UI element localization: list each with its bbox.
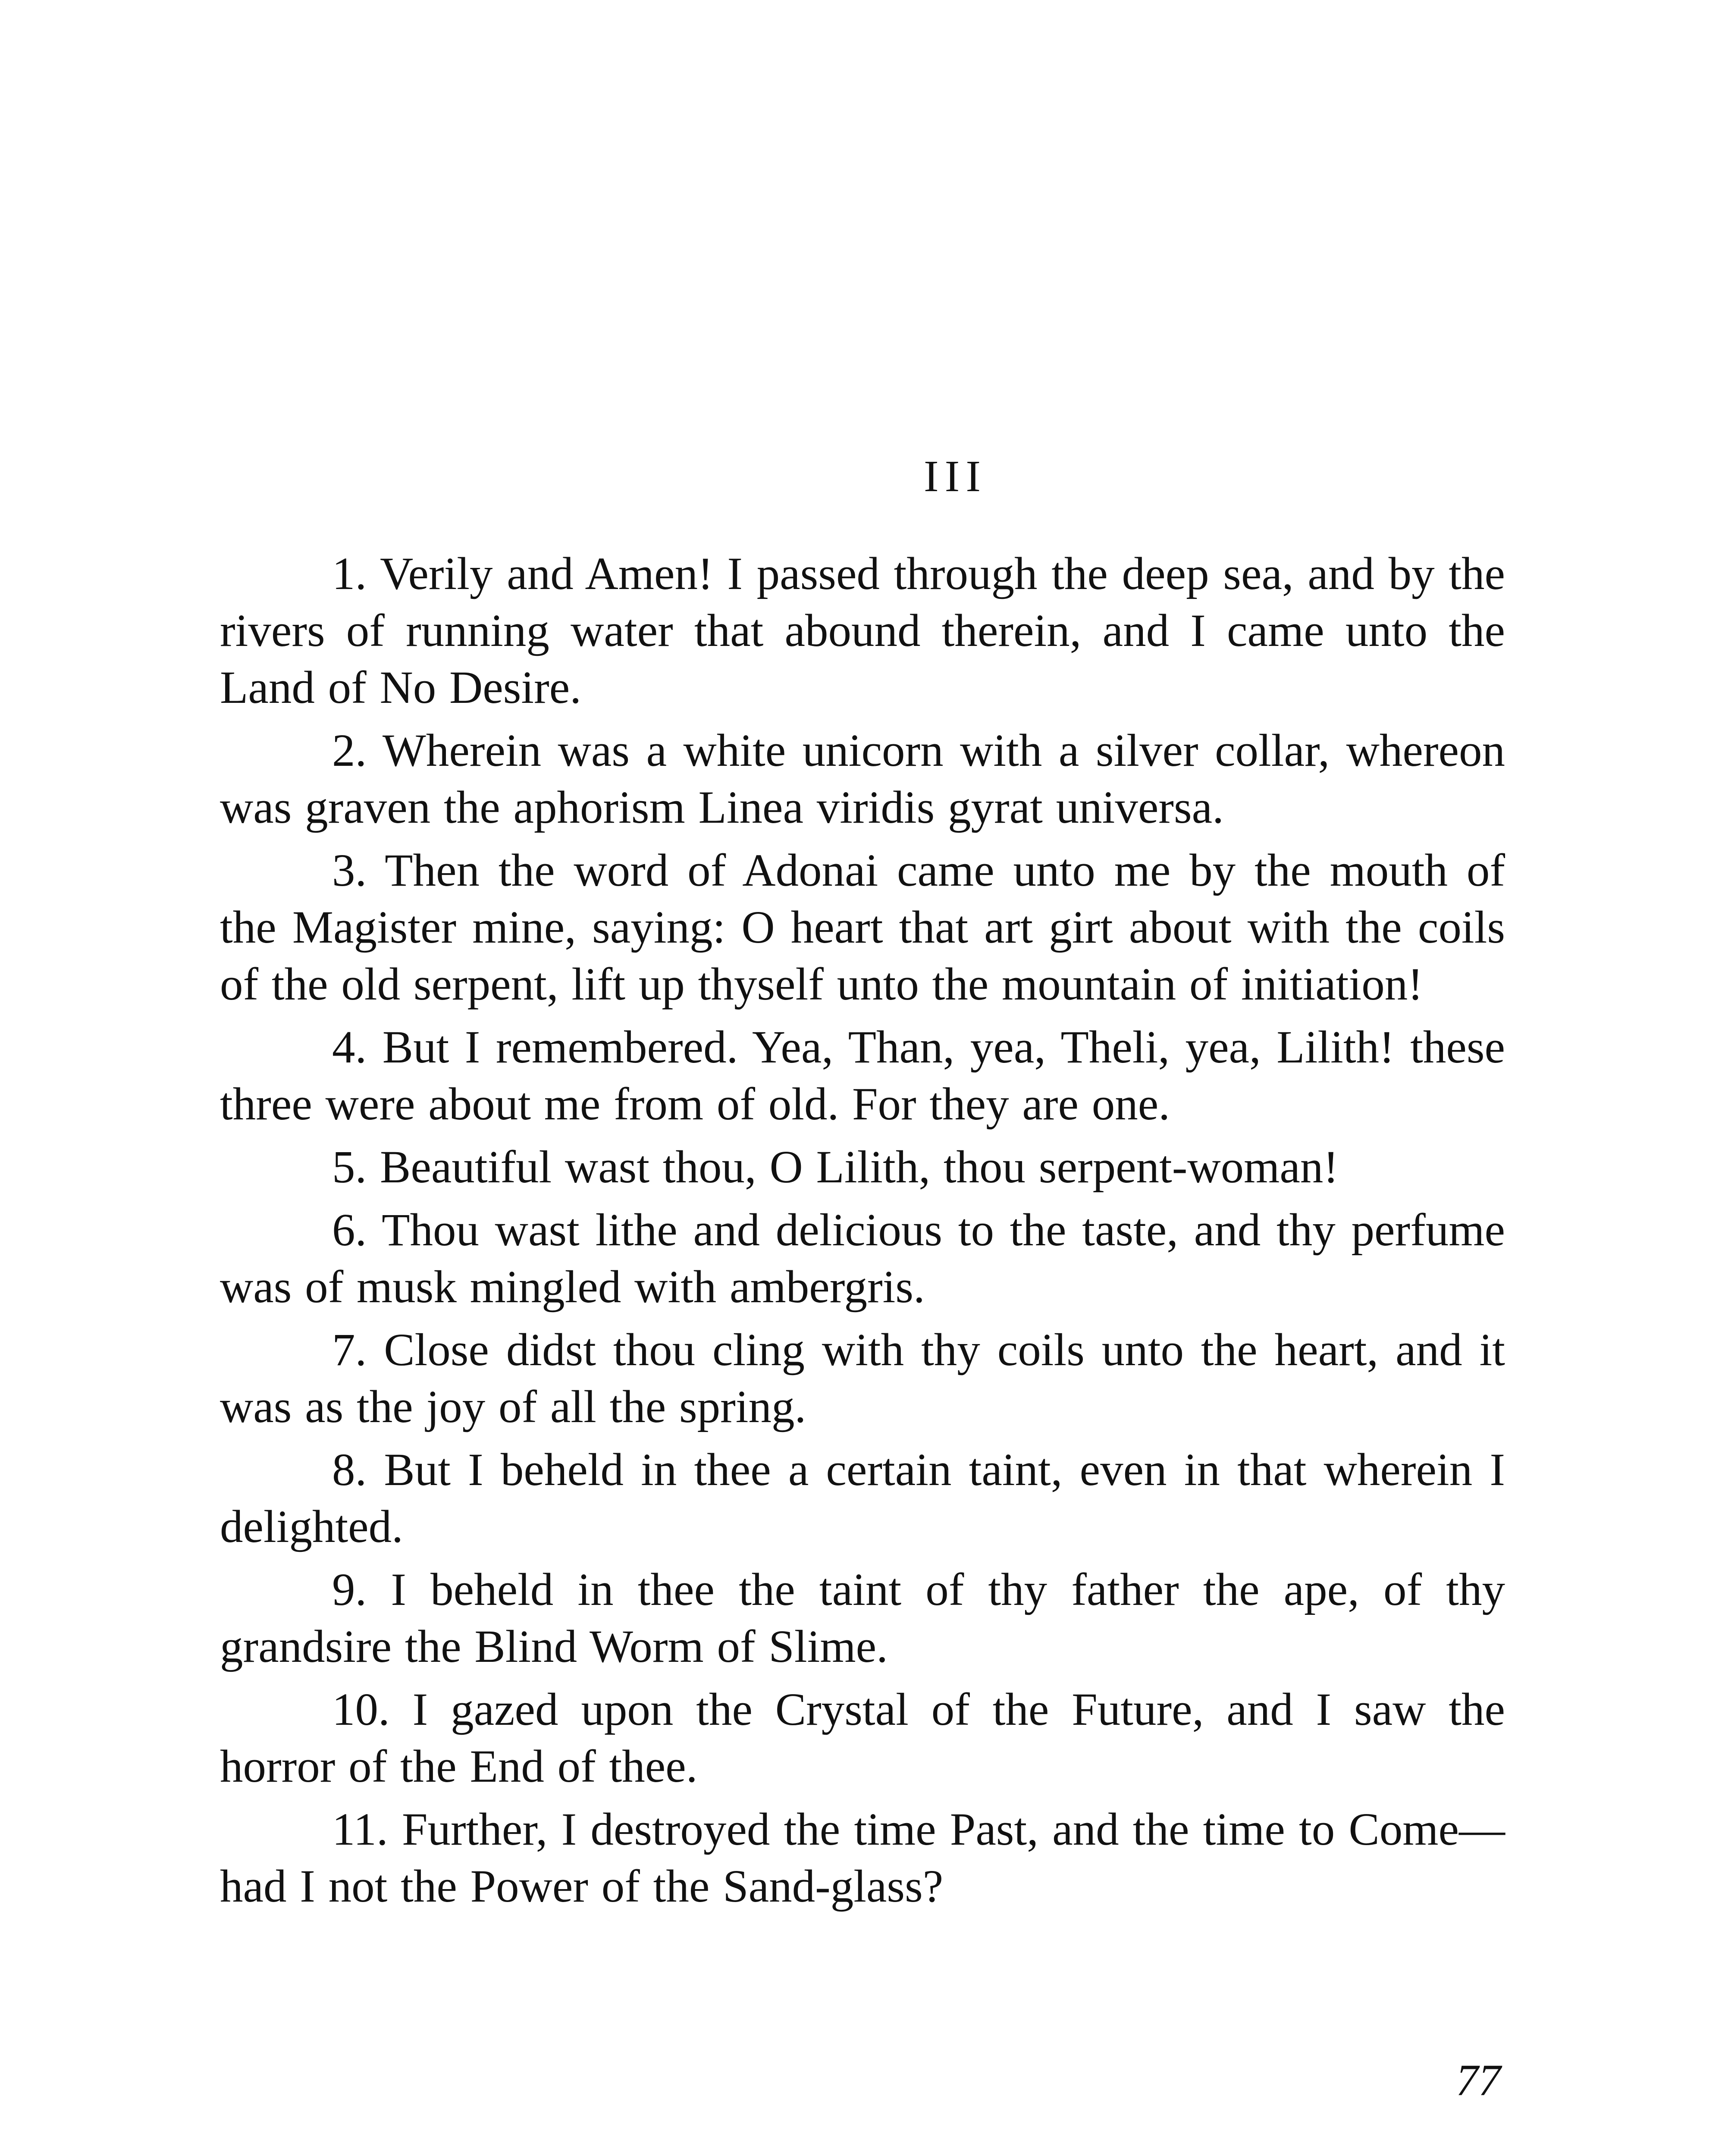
verse-number: 2.	[332, 725, 367, 776]
verse-number: 11.	[332, 1804, 388, 1855]
verse-number: 5.	[332, 1142, 367, 1193]
verse	[220, 1019, 1505, 1133]
verse	[220, 1801, 1505, 1915]
verse-number: 4.	[332, 1022, 367, 1073]
verse-text: Thou wast lithe and delicious to the taste, and thy perfume was of musk mingled with ambergris.	[220, 1205, 1505, 1313]
verse-number: 6.	[332, 1205, 367, 1256]
verse	[220, 842, 1505, 1013]
verse	[220, 1139, 1505, 1196]
verse-number: 10.	[332, 1684, 390, 1735]
verse	[220, 722, 1505, 836]
verse	[220, 1322, 1505, 1435]
verse	[220, 1202, 1505, 1316]
chapter-heading: III	[924, 451, 987, 501]
verse-text: Further, I destroyed the time Past, and the time to Come—had I not the Power of the Sand-glass?	[220, 1804, 1505, 1912]
verse-text: But I beheld in thee a certain taint, even in that wherein I delighted.	[220, 1445, 1505, 1552]
verse-number: 7.	[332, 1325, 367, 1376]
verse-text: I gazed upon the Crystal of the Future, and I saw the horror of the End of thee.	[220, 1684, 1505, 1792]
verse-text: I beheld in thee the taint of thy father the ape, of thy grandsire the Blind Worm of Slime.	[220, 1564, 1505, 1672]
verse-number: 1.	[332, 548, 367, 599]
verse	[220, 1561, 1505, 1675]
verse	[220, 1442, 1505, 1555]
verse-number: 8.	[332, 1445, 367, 1495]
verse	[220, 1681, 1505, 1795]
verse-text: But I remembered. Yea, Than, yea, Theli, yea, Lilith! these three were about me from of old. For they are one.	[220, 1022, 1505, 1130]
verse	[220, 545, 1505, 716]
verse-text: Verily and Amen! I passed through the deep sea, and by the rivers of running water that abound therein, and I came unto the Land of No Desire.	[220, 548, 1505, 713]
verse-text: Wherein was a white unicorn with a silver collar, whereon was graven the aphorism Linea viridis gyrat universa.	[220, 725, 1505, 833]
verse-text: Close didst thou cling with thy coils unto the heart, and it was as the joy of all the spring.	[220, 1325, 1505, 1432]
verse-number: 3.	[332, 845, 367, 896]
verse-number: 9.	[332, 1564, 367, 1615]
verse-text: Beautiful wast thou, O Lilith, thou serpent-woman!	[380, 1142, 1339, 1193]
verse-text: Then the word of Adonai came unto me by the mouth of the Magister mine, saying: O heart that art girt about with the coils of the old serpent, lift up thyself unto the mountain of initiation!	[220, 845, 1505, 1010]
page-number: 77	[1456, 2056, 1501, 2105]
verse-list	[220, 545, 1505, 1921]
